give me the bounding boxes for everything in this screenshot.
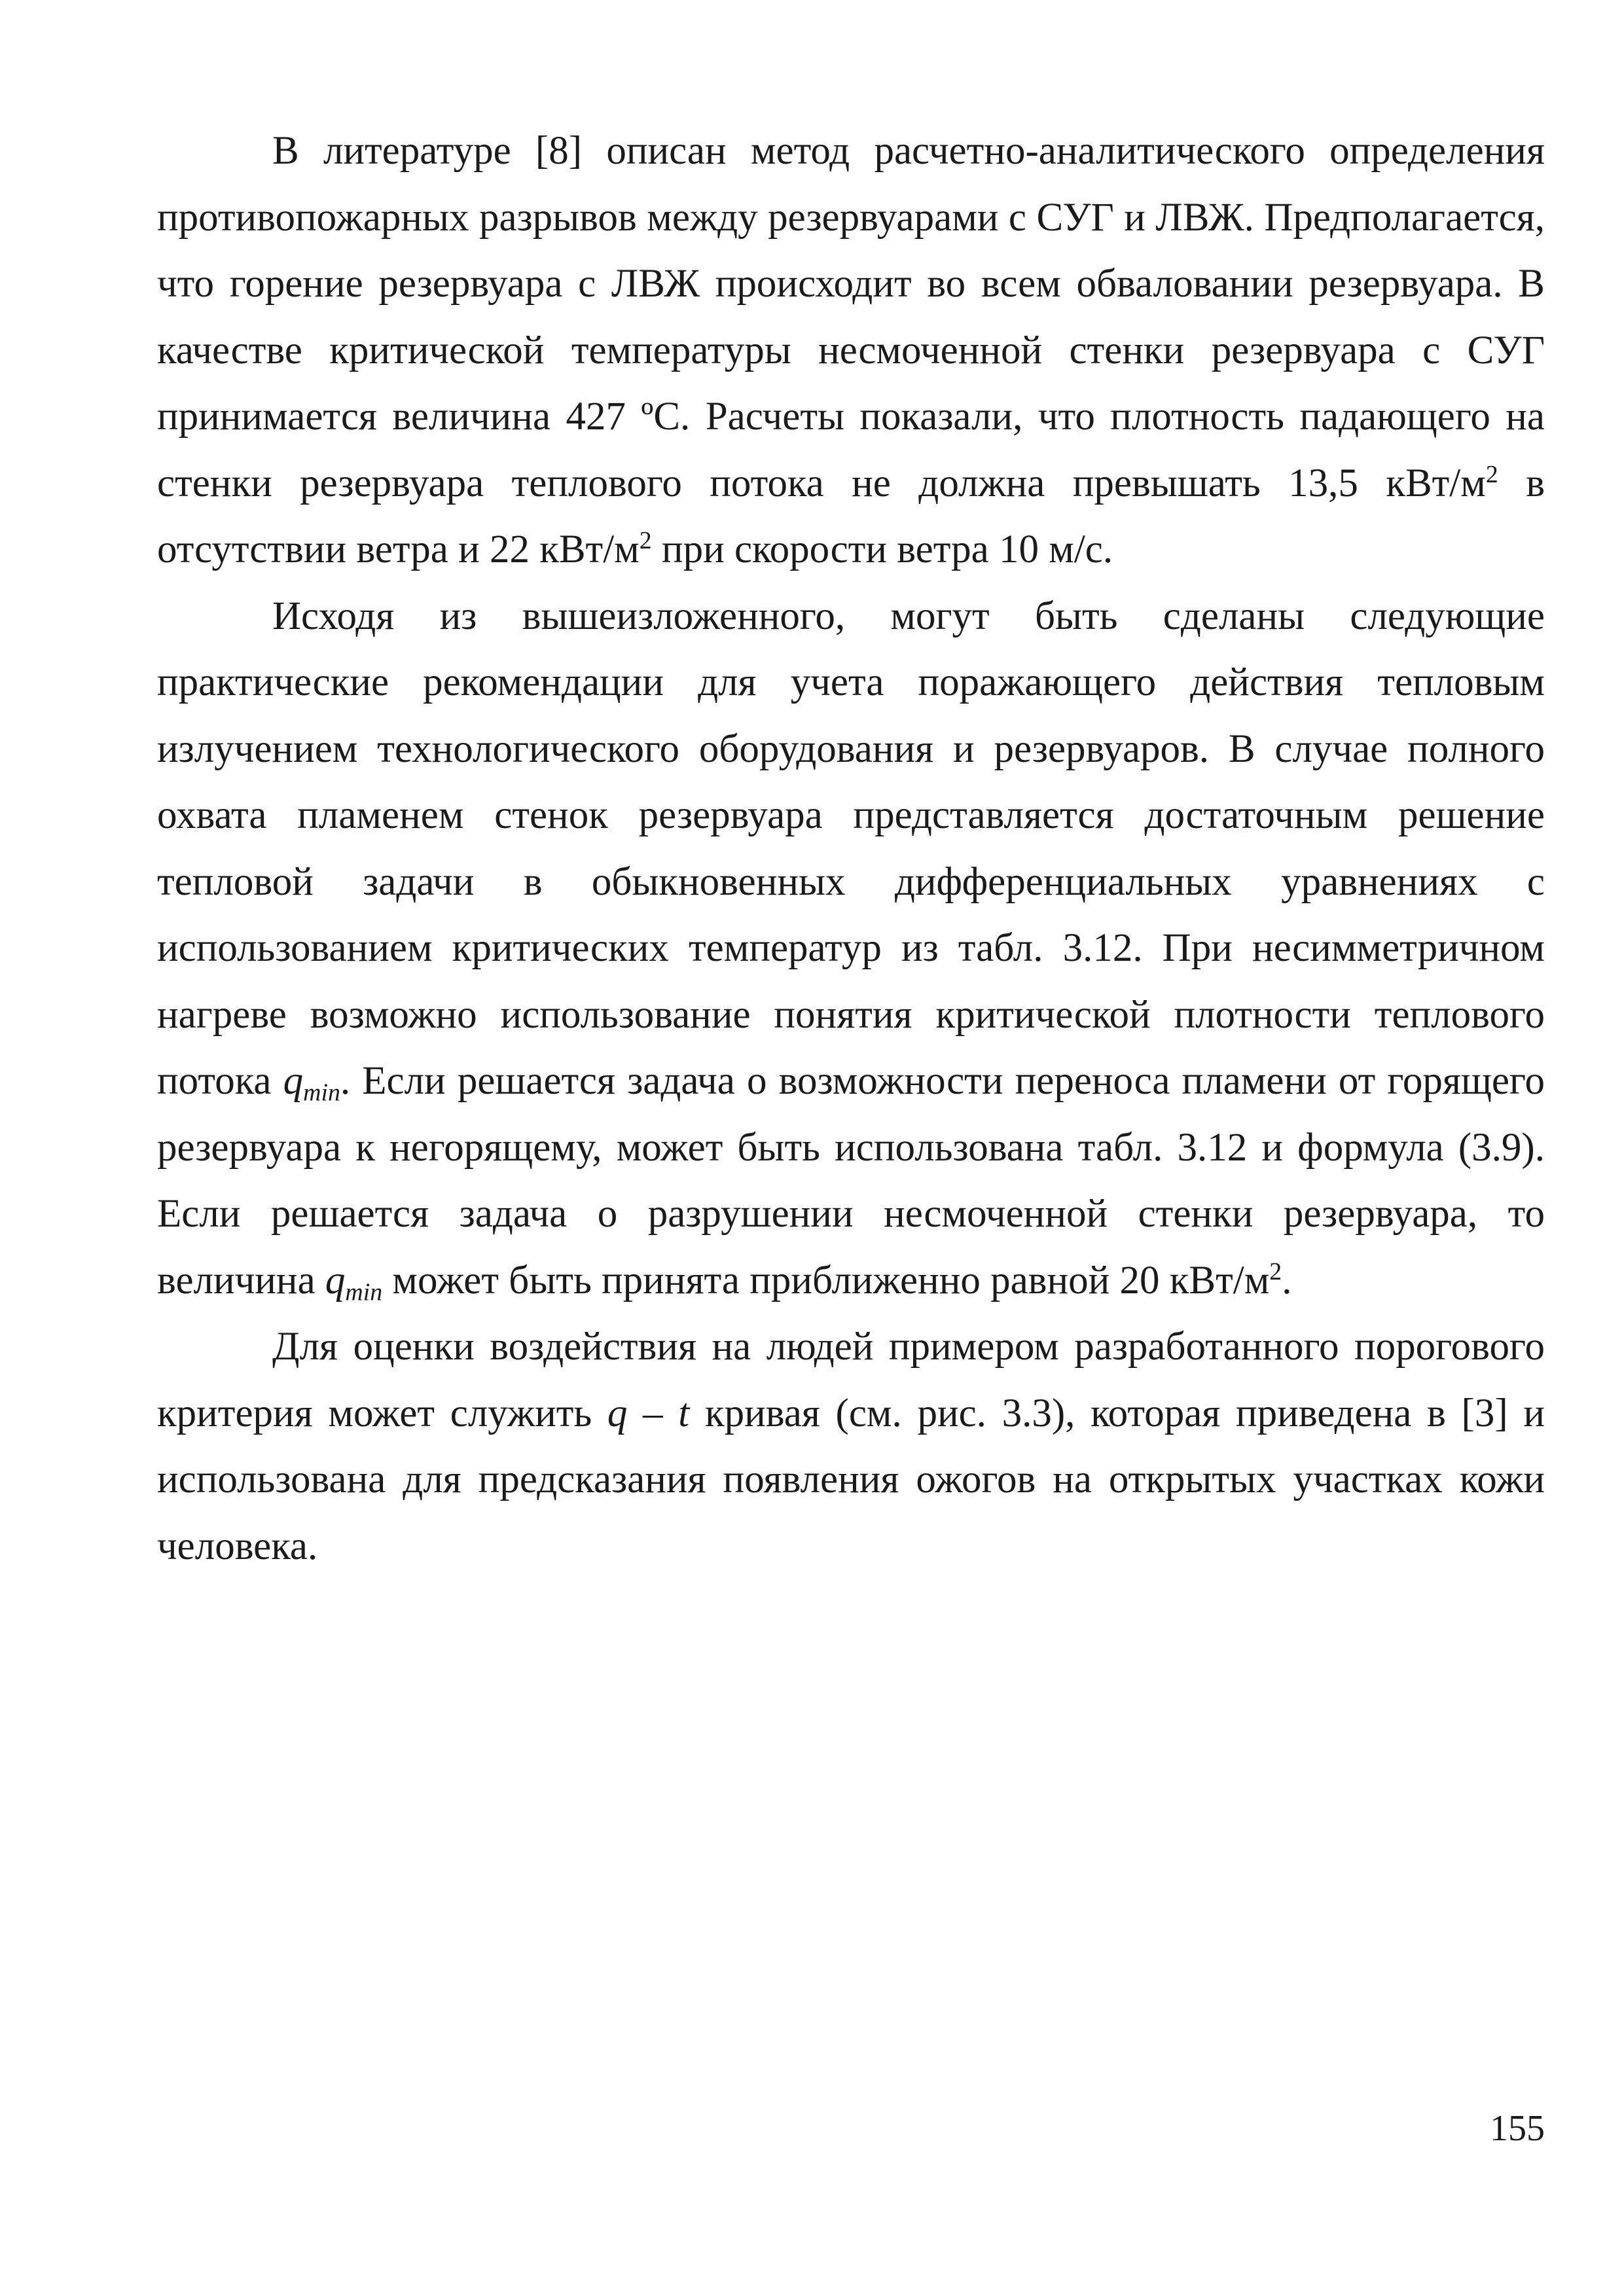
- body-text: [157, 118, 1545, 1579]
- paragraph-1-text-a: В литературе [8] описан метод расчетно-аналитического определения противопожарных разрывов между резервуарами с СУГ и ЛВЖ. Предполагается, что горение резервуара с ЛВЖ происходит во всем обваловании резервуара. В качестве критической температуры несмоченной стенки резервуара с СУГ принимается величина 427 ºС. Расчеты показали, что плотность падающего на стенки резервуара теплового потока не должна превышать 13,5 кВт/м: [157, 129, 1545, 505]
- paragraph-2-text-b: . Если решается задача о возможности переноса пламени от горящего резервуара к негорящему, может быть использована табл. 3.12 и формула (3.9). Если решается задача о разрушении несмоченной стенки резервуара, то величина: [157, 1059, 1545, 1302]
- paragraph-1: [157, 118, 1545, 583]
- math-expression-q-t: q – t: [607, 1391, 690, 1435]
- math-subscript-min: min: [303, 1079, 340, 1107]
- math-symbol-q: q: [283, 1059, 304, 1103]
- paragraph-2-text-c: может быть принята приближенно равной 20 кВт/м: [382, 1258, 1270, 1302]
- paragraph-2: [157, 583, 1545, 1314]
- math-symbol-q: q: [325, 1258, 346, 1302]
- paragraph-3-text-b: кривая (см. рис. 3.3), которая приведена в [3] и использована для предсказания появления ожогов на открытых участках кожи человека.: [157, 1391, 1545, 1568]
- superscript-squared: 2: [1269, 1257, 1282, 1285]
- superscript-squared: 2: [1485, 460, 1498, 488]
- math-subscript-min: min: [345, 1278, 383, 1306]
- paragraph-3-text-a: Для оценки воздействия на людей примером разработанного порогового критерия может служить: [157, 1325, 1545, 1435]
- paragraph-2-text-d: .: [1282, 1258, 1292, 1302]
- paragraph-1-text-c: при скорости ветра 10 м/с.: [651, 528, 1113, 571]
- page-number: 155: [1490, 2108, 1545, 2149]
- paragraph-3: [157, 1314, 1545, 1579]
- superscript-squared: 2: [639, 527, 652, 555]
- paragraph-1-text-b: в отсутствии ветра и 22 кВт/м: [157, 461, 1545, 571]
- paragraph-2-text-a: Исходя из вышеизложенного, могут быть сделаны следующие практические рекомендации для учета поражающего действия тепловым излучением технологического оборудования и резервуаров. В случае полного охвата пламенем стенок резервуара представляется достаточным решение тепловой задачи в обыкновенных дифференциальных уравнениях с использованием критических температур из табл. 3.12. При несимметричном нагреве возможно использование понятия критической плотности теплового потока: [157, 594, 1545, 1103]
